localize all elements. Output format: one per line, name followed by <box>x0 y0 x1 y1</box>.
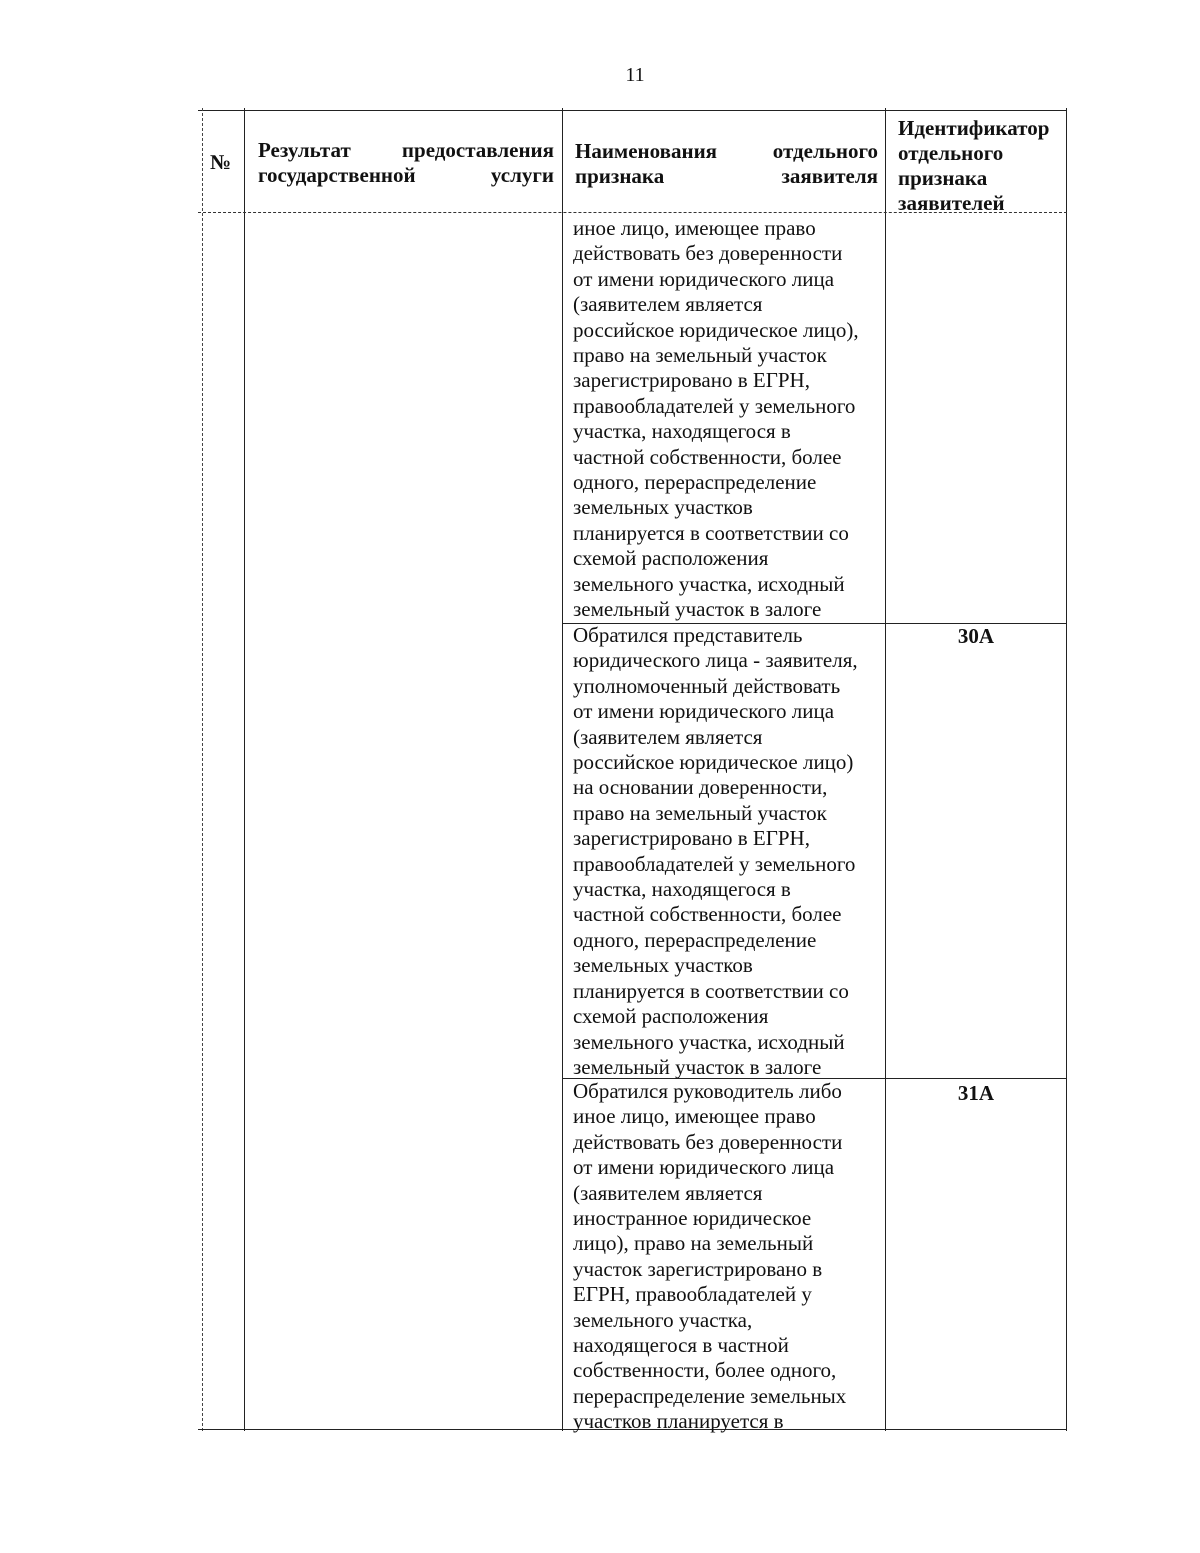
col-border-result <box>562 108 563 1431</box>
applicant-criteria-table <box>198 108 1067 1434</box>
header-num: № <box>210 150 232 174</box>
criterion-id-row-2: 30А <box>957 624 995 648</box>
page-number: 11 <box>625 64 645 86</box>
criterion-text-row-3: Обратился руководитель либо иное лицо, имеющее право действовать без доверенности от имени юридического лица (заявителем является иностранное юридическое лицо), право на земельный участок зарегистрировано в ЕГРН, правообладателей у земельного участка, находящегося в частной собственности, более одного, перераспределение земельных участков планируется в <box>573 1079 847 1434</box>
header-criterion-id: Идентификатор отдельного признака заявителей <box>898 116 1050 215</box>
col-border-num <box>244 108 245 1431</box>
criterion-id-row-3: 31А <box>957 1081 995 1105</box>
criterion-text-row-1: иное лицо, имеющее право действовать без доверенности от имени юридического лица (заявителем является российское юридическое лицо), право на земельный участок зарегистрировано в ЕГРН, правообладателей у земельного участка, находящегося в частной собственности, более одного, перераспределение земельных участков планируется в соответствии со схемой расположения земельного участка, исходный земельный участок в залоге <box>573 216 859 622</box>
header-applicant-criterion: Наименования отдельного признака заявителя <box>575 139 878 188</box>
col-border-name <box>885 108 886 1431</box>
col-border-right <box>1066 108 1067 1431</box>
criterion-text-row-2: Обратился представитель юридического лица - заявителя, уполномоченный действовать от имени юридического лица (заявителем является российское юридическое лицо) на основании доверенности, право на земельный участок зарегистрировано в ЕГРН, правообладателей у земельного участка, находящегося в частной собственности, более одного, перераспределение земельных участков планируется в соответствии со схемой расположения земельного участка, исходный земельный участок в залоге <box>573 623 858 1079</box>
table-top-border <box>198 110 1067 111</box>
col-border-left <box>202 108 203 1431</box>
header-result: Результат предоставления государственной услуги <box>258 138 554 187</box>
